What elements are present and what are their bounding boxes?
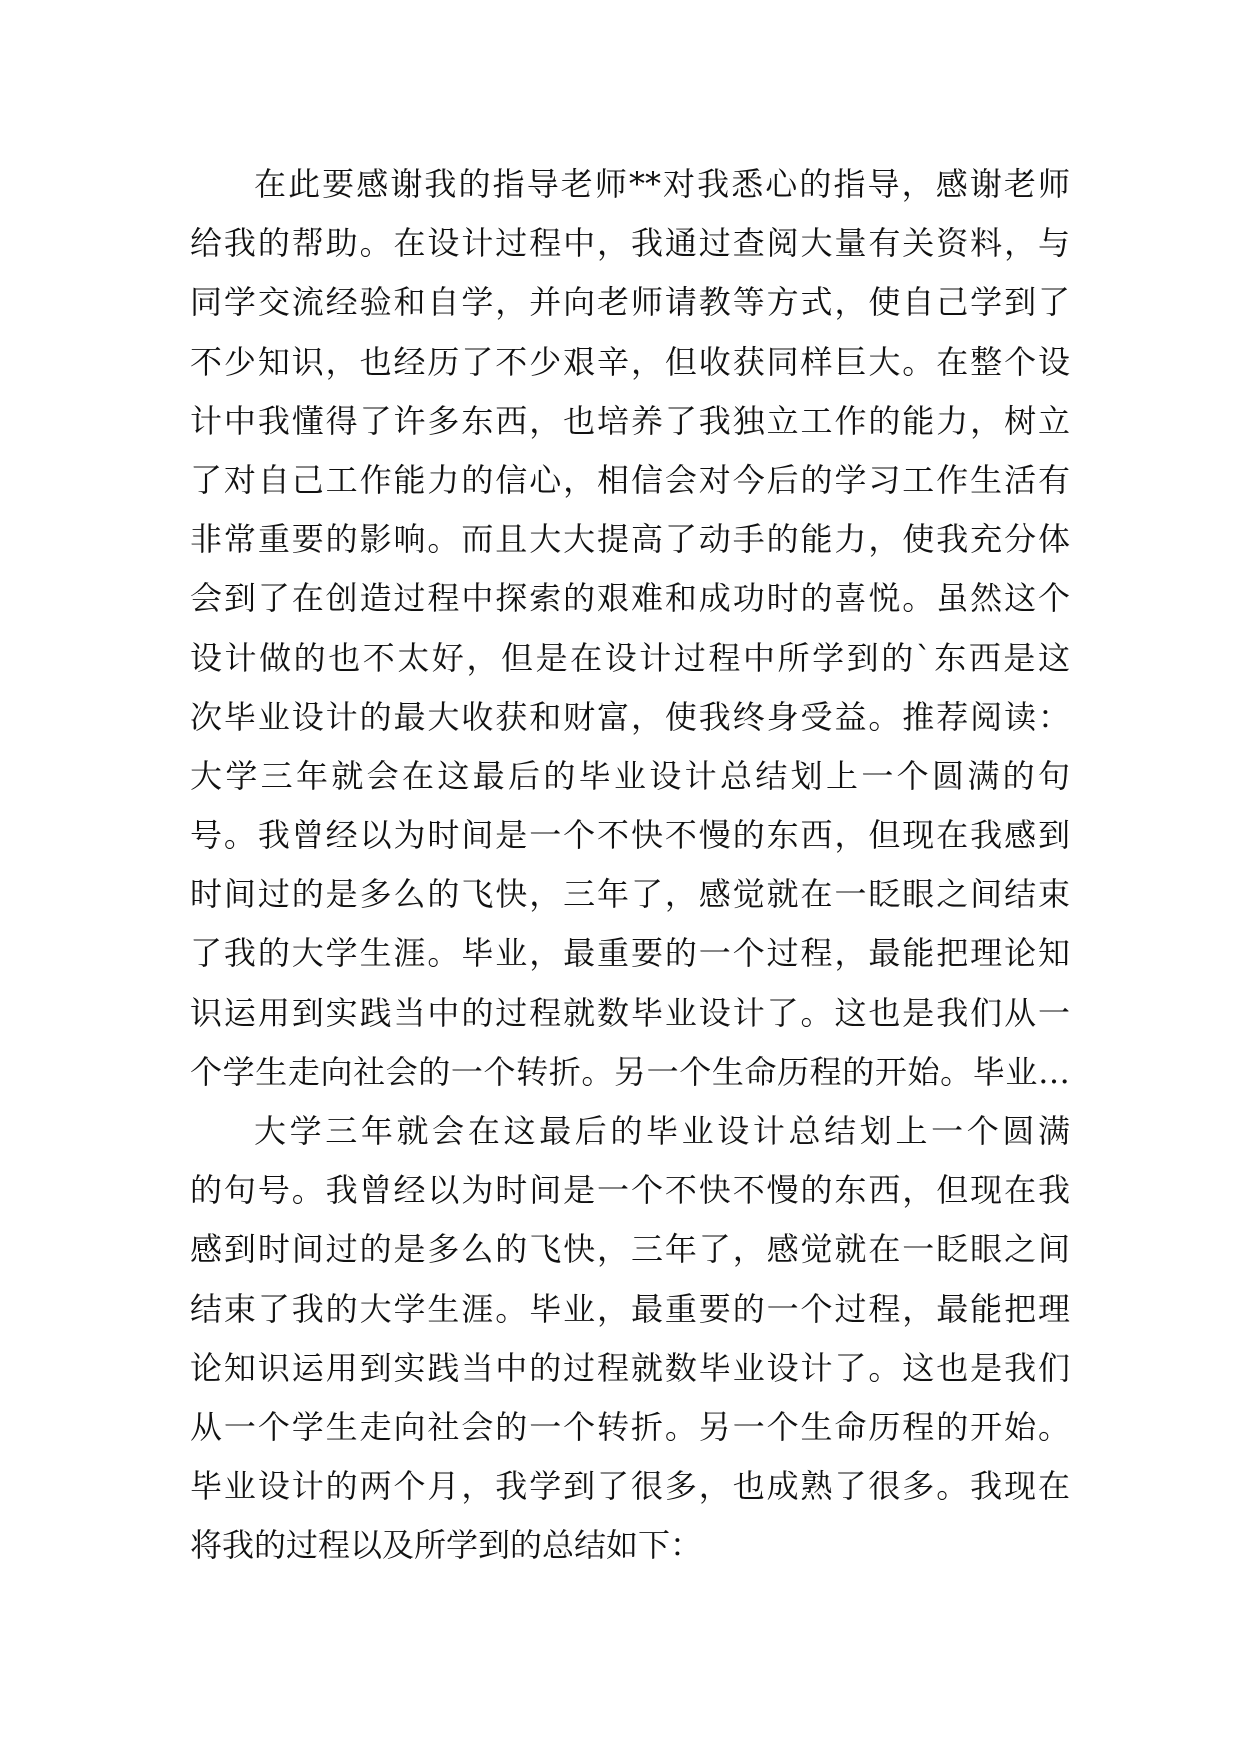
text-line: 了对自己工作能力的信心，相信会对今后的学习工作生活有 xyxy=(190,460,1070,499)
text-line: 感到时间过的是多么的飞快，三年了，感觉就在一眨眼之间 xyxy=(190,1230,1070,1269)
text-line: 将我的过程以及所学到的总结如下： xyxy=(190,1526,703,1565)
text-line: 从一个学生走向社会的一个转折。另一个生命历程的开始。 xyxy=(190,1407,1070,1446)
paragraph-acknowledgement xyxy=(190,155,1070,1102)
text-line: 设计做的也不太好，但是在设计过程中所学到的`东西是这 xyxy=(190,638,1070,677)
text-line: 个学生走向社会的一个转折。另一个生命历程的开始。毕业… xyxy=(190,1052,1070,1091)
text-line: 了我的大学生涯。毕业，最重要的一个过程，最能把理论知 xyxy=(190,934,1070,973)
text-line: 大学三年就会在这最后的毕业设计总结划上一个圆满的句 xyxy=(190,756,1070,795)
text-line: 识运用到实践当中的过程就数毕业设计了。这也是我们从一 xyxy=(190,993,1070,1032)
text-line: 会到了在创造过程中探索的艰难和成功时的喜悦。虽然这个 xyxy=(190,579,1070,618)
text-line: 在此要感谢我的指导老师**对我悉心的指导，感谢老师 xyxy=(254,165,1070,203)
text-line: 同学交流经验和自学，并向老师请教等方式，使自己学到了 xyxy=(190,283,1070,322)
text-line: 时间过的是多么的飞快，三年了，感觉就在一眨眼之间结束 xyxy=(190,875,1070,914)
paragraph-summary xyxy=(190,1102,1070,1576)
text-line: 结束了我的大学生涯。毕业，最重要的一个过程，最能把理 xyxy=(190,1289,1070,1328)
text-line: 计中我懂得了许多东西，也培养了我独立工作的能力，树立 xyxy=(190,401,1070,440)
text-line: 号。我曾经以为时间是一个不快不慢的东西，但现在我感到 xyxy=(190,816,1070,855)
text-line: 次毕业设计的最大收获和财富，使我终身受益。推荐阅读： xyxy=(190,697,1070,736)
text-line: 大学三年就会在这最后的毕业设计总结划上一个圆满 xyxy=(254,1112,1070,1150)
text-line: 非常重要的影响。而且大大提高了动手的能力，使我充分体 xyxy=(190,520,1070,559)
text-line: 不少知识，也经历了不少艰辛，但收获同样巨大。在整个设 xyxy=(190,342,1070,381)
document-body xyxy=(190,155,1070,1576)
text-line: 的句号。我曾经以为时间是一个不快不慢的东西，但现在我 xyxy=(190,1171,1070,1210)
text-line: 毕业设计的两个月，我学到了很多，也成熟了很多。我现在 xyxy=(190,1467,1070,1506)
text-line: 论知识运用到实践当中的过程就数毕业设计了。这也是我们 xyxy=(190,1348,1070,1387)
text-line: 给我的帮助。在设计过程中，我通过查阅大量有关资料，与 xyxy=(190,224,1070,263)
